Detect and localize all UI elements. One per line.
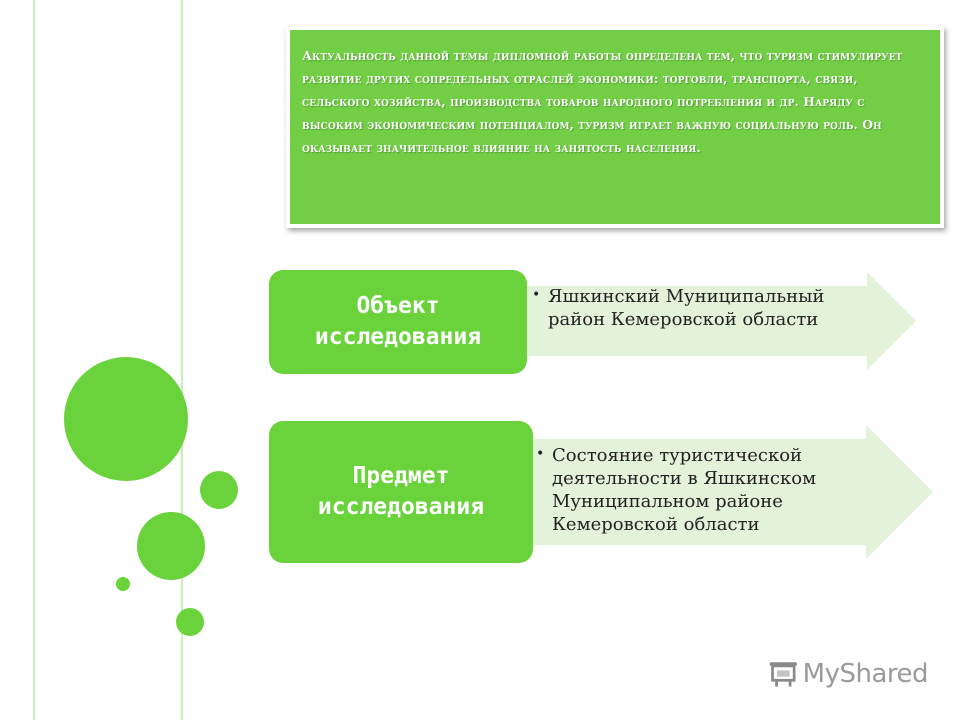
object-detail-item: • Яшкинский Муниципальный район Кемеровской области [548, 285, 882, 331]
decor-circle-bottom [176, 608, 204, 636]
decor-line-left [33, 0, 35, 720]
decor-circle-large [64, 357, 188, 481]
object-title-box [269, 270, 527, 374]
subject-title-box [269, 421, 533, 563]
summary-box-frame [286, 26, 944, 228]
subject-title: Предмет исследования [317, 463, 485, 520]
object-detail [532, 285, 882, 331]
subject-detail-item: • Состояние туристической деятельности в Яшкинском Муниципальном районе Кемеровской области [552, 444, 886, 536]
decor-circle-small [200, 471, 238, 509]
subject-detail [536, 444, 886, 536]
presentation-icon [768, 659, 799, 689]
decor-circle-medium [137, 512, 205, 580]
myshared-watermark [768, 656, 928, 692]
decor-circle-tiny [116, 577, 130, 591]
watermark-text: MyShared [802, 659, 928, 689]
summary-box: Актуальность данной темы дипломной работы определена тем, что туризм стимулирует развитие других сопредельных отраслей экономики: торговли, транспорта, связи, сельского хозяйства, производства товаров народного потребления и др. Наряду с высоким экономическим потенциалом, туризм играет важную социальную роль. Он оказывает значительное влияние на занятость населения. [290, 30, 940, 224]
object-title: Объект исследования [314, 293, 482, 350]
